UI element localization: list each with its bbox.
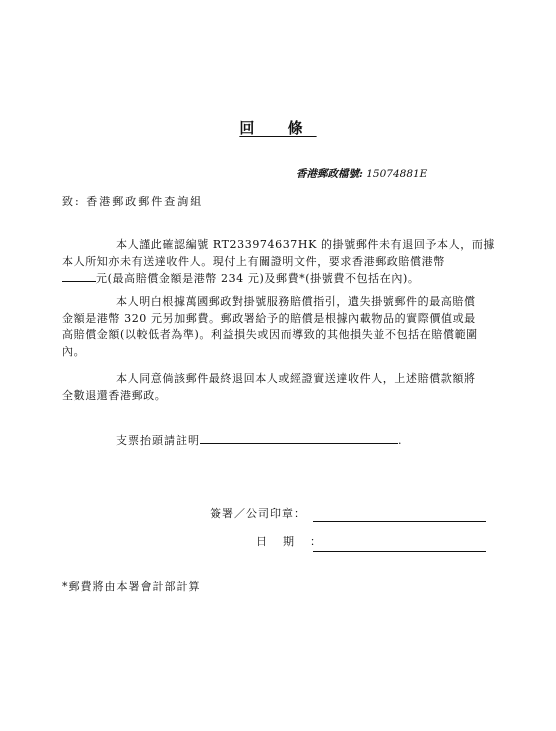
footnote: *郵費將由本署會計部計算 <box>62 580 201 593</box>
reference-label: 香港郵政檔號: <box>296 168 363 180</box>
paragraph-line: 內。 <box>62 344 86 358</box>
paragraph-line-text: 元(最高賠償金額是港幣 234 元)及郵費*(掛號費不包括在內)。 <box>96 272 420 285</box>
paragraph-line: 高賠償金額(以較低者為準)。利益損失或因而導致的其他損失並不包括在賠償範圍 <box>62 328 478 341</box>
paragraph-line: 本人謹此確認編號 RT233974637HK 的掛號郵件未有退回予本人，而據 <box>116 238 496 251</box>
signature-field[interactable] <box>313 521 486 522</box>
paragraph-line: 本人明白根據萬國郵政對掛號服務賠償指引，遺失掛號郵件的最高賠償 <box>116 295 476 308</box>
signature-label: 簽署／公司印章： <box>210 507 306 520</box>
paragraph-compensation-terms <box>62 294 498 360</box>
amount-blank[interactable] <box>62 270 96 282</box>
paragraph-refund-agreement <box>62 371 498 404</box>
paragraph-line: 本人所知亦未有送達收件人。現付上有關證明文件，要求香港郵政賠償港幣 <box>62 254 445 268</box>
paragraph-line <box>62 270 498 288</box>
paragraph-line: 全數退還香港郵政。 <box>62 388 167 402</box>
cheque-payee-field[interactable] <box>200 432 398 444</box>
date-label-row <box>256 533 321 549</box>
date-colon: ： <box>310 535 321 548</box>
paragraph-line: 本人同意倘該郵件最終退回本人或經證實送達收件人，上述賠償款額將 <box>116 372 476 385</box>
document-title: 回 條 <box>239 119 317 137</box>
date-field[interactable] <box>313 551 486 552</box>
paragraph-confirmation <box>62 237 498 288</box>
date-label: 日期 <box>256 535 310 548</box>
cheque-payee-row <box>116 432 403 448</box>
cheque-payee-label: 支票抬頭請註明 <box>116 434 200 447</box>
addressee: 致: 香港郵政郵件查詢組 <box>62 195 204 208</box>
cheque-payee-end: . <box>398 434 403 447</box>
reference-number <box>296 166 427 181</box>
reference-value: 15074881E <box>366 168 428 180</box>
paragraph-line: 金額是港幣 320 元另加郵費。郵政署給予的賠償是根據內載物品的實際價值或最 <box>62 311 476 325</box>
